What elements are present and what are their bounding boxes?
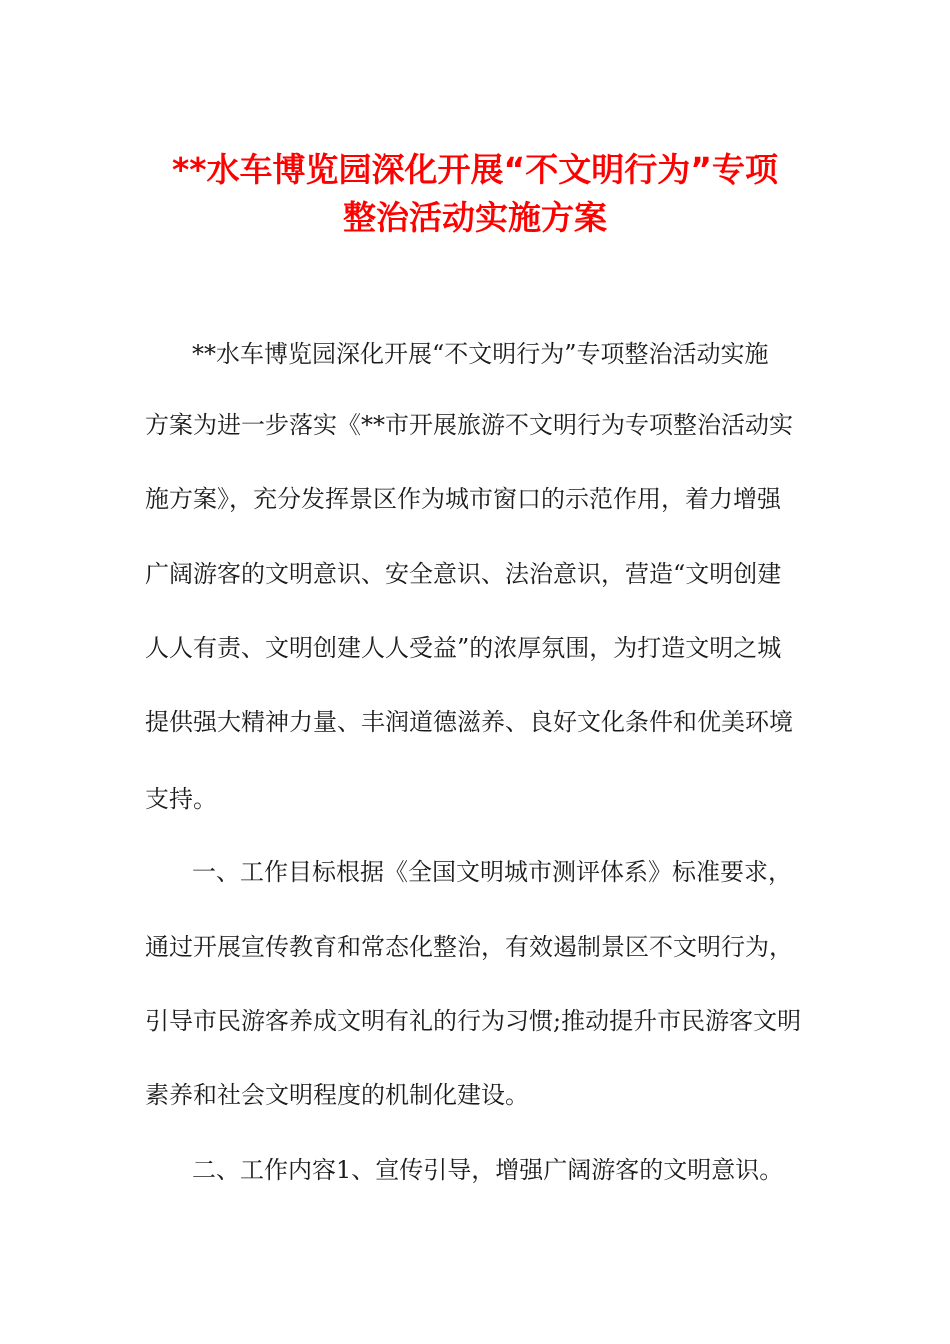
body-line-9: 通过开展宣传教育和常态化整治，有效遏制景区不文明行为， xyxy=(145,933,793,961)
body-line-11: 素养和社会文明程度的机制化建设。 xyxy=(145,1081,529,1109)
body-line-2: 方案为进一步落实《**市开展旅游不文明行为专项整治活动实 xyxy=(145,411,793,439)
body-line-4: 广阔游客的文明意识、安全意识、法治意识，营造“文明创建 xyxy=(145,560,782,588)
body-line-8: 一、工作目标根据《全国文明城市测评体系》标准要求， xyxy=(192,858,792,886)
document-title-line-1: **水车博览园深化开展“不文明行为”专项 xyxy=(172,150,778,189)
body-line-10: 引导市民游客养成文明有礼的行为习惯;推动提升市民游客文明 xyxy=(145,1007,802,1035)
body-line-6: 提供强大精神力量、丰润道德滋养、良好文化条件和优美环境 xyxy=(145,708,793,736)
body-line-7: 支持。 xyxy=(145,785,217,813)
body-line-5: 人人有责、文明创建人人受益”的浓厚氛围，为打造文明之城 xyxy=(145,634,782,662)
document-title-line-2: 整治活动实施方案 xyxy=(343,198,607,237)
body-line-3: 施方案》，充分发挥景区作为城市窗口的示范作用，着力增强 xyxy=(145,485,781,513)
body-line-12: 二、工作内容1、宣传引导，增强广阔游客的文明意识。 xyxy=(192,1156,784,1184)
body-line-1: **水车博览园深化开展“不文明行为”专项整治活动实施 xyxy=(192,340,769,368)
